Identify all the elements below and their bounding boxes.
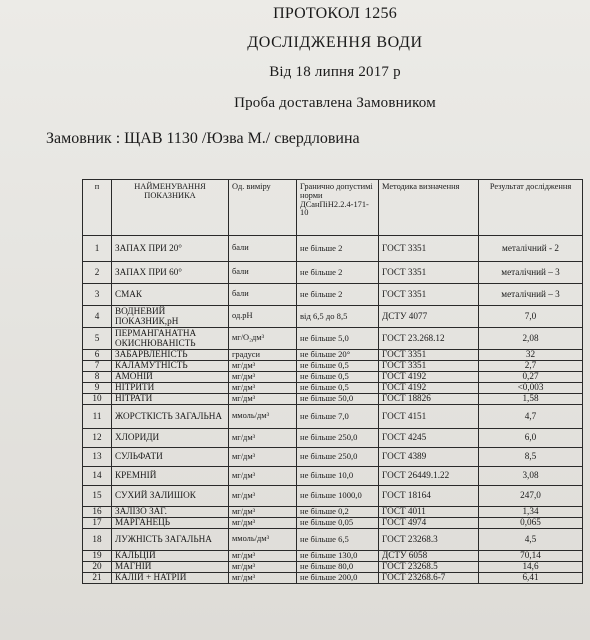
method-cell: ДСТУ 6058 (379, 551, 479, 562)
row-number-cell: 5 (83, 328, 112, 350)
table-row (83, 405, 583, 429)
table-row (83, 284, 583, 306)
row-number-cell: 9 (83, 383, 112, 394)
header-method: Методика визначення (379, 180, 479, 236)
header-result: Результат дослідження (479, 180, 583, 236)
unit-cell: мг/дм³ (229, 507, 297, 518)
norm-cell: від 6,5 до 8,5 (297, 306, 379, 328)
unit-cell: бали (229, 236, 297, 262)
method-cell: ГОСТ 3351 (379, 236, 479, 262)
table-row (83, 518, 583, 529)
indicator-name-cell: ПЕРМАНГАНАТНА ОКИСНЮВАНІСТЬ (112, 328, 229, 350)
row-number-cell: 2 (83, 262, 112, 284)
table-row (83, 236, 583, 262)
unit-cell: мг/дм³ (229, 518, 297, 529)
method-cell: ГОСТ 4192 (379, 383, 479, 394)
unit-cell: мг/О₂дм³ (229, 328, 297, 350)
unit-cell: бали (229, 262, 297, 284)
unit-cell: мг/дм³ (229, 448, 297, 467)
result-cell: <0,003 (479, 383, 583, 394)
protocol-number: ПРОТОКОЛ 1256 (273, 5, 397, 22)
table-row (83, 372, 583, 383)
results-table-container (82, 179, 582, 584)
table-row (83, 429, 583, 448)
method-cell: ГОСТ 23268.3 (379, 529, 479, 551)
norm-cell: не більше 250,0 (297, 448, 379, 467)
method-cell: ГОСТ 4192 (379, 372, 479, 383)
indicator-name-cell: ЖОРСТКІСТЬ ЗАГАЛЬНА (112, 405, 229, 429)
sample-note: Проба доставлена Замовником (234, 95, 436, 111)
row-number-cell: 16 (83, 507, 112, 518)
table-row (83, 467, 583, 486)
unit-cell: ммоль/дм³ (229, 405, 297, 429)
customer-line: Замовник : ЩАВ 1130 /Юзва М./ свердловина (46, 130, 360, 147)
norm-cell: не більше 1000,0 (297, 486, 379, 507)
norm-cell: не більше 50,0 (297, 394, 379, 405)
table-header-row (83, 180, 583, 236)
table-row (83, 573, 583, 584)
header-number: п (83, 180, 112, 236)
row-number-cell: 15 (83, 486, 112, 507)
result-cell: металічний – 3 (479, 262, 583, 284)
indicator-name-cell: ЛУЖНІСТЬ ЗАГАЛЬНА (112, 529, 229, 551)
indicator-name-cell: КАЛАМУТНІСТЬ (112, 361, 229, 372)
norm-cell: не більше 250,0 (297, 429, 379, 448)
indicator-name-cell: КАЛІЙ + НАТРІЙ (112, 573, 229, 584)
row-number-cell: 13 (83, 448, 112, 467)
row-number-cell: 10 (83, 394, 112, 405)
table-row (83, 448, 583, 467)
unit-cell: мг/дм³ (229, 562, 297, 573)
result-cell: 70,14 (479, 551, 583, 562)
method-cell: ГОСТ 4245 (379, 429, 479, 448)
norm-cell: не більше 6,5 (297, 529, 379, 551)
unit-cell: мг/дм³ (229, 429, 297, 448)
table-row (83, 507, 583, 518)
method-cell: ГОСТ 18826 (379, 394, 479, 405)
indicator-name-cell: МАГНІЙ (112, 562, 229, 573)
table-row (83, 350, 583, 361)
method-cell: ГОСТ 4151 (379, 405, 479, 429)
row-number-cell: 17 (83, 518, 112, 529)
indicator-name-cell: СУХИЙ ЗАЛИШОК (112, 486, 229, 507)
table-row (83, 328, 583, 350)
indicator-name-cell: ЗАЛІЗО ЗАГ. (112, 507, 229, 518)
method-cell: ГОСТ 3351 (379, 361, 479, 372)
table-row (83, 361, 583, 372)
indicator-name-cell: ХЛОРИДИ (112, 429, 229, 448)
row-number-cell: 12 (83, 429, 112, 448)
unit-cell: мг/дм³ (229, 486, 297, 507)
method-cell: ГОСТ 3351 (379, 350, 479, 361)
unit-cell: мг/дм³ (229, 394, 297, 405)
results-table (82, 179, 583, 584)
header-unit: Од. виміру (229, 180, 297, 236)
protocol-date: Від 18 липня 2017 р (269, 64, 401, 80)
norm-cell: не більше 0,5 (297, 361, 379, 372)
unit-cell: мг/дм³ (229, 467, 297, 486)
result-cell: 4,5 (479, 529, 583, 551)
unit-cell: мг/дм³ (229, 551, 297, 562)
table-row (83, 306, 583, 328)
norm-cell: не більше 80,0 (297, 562, 379, 573)
norm-cell: не більше 2 (297, 262, 379, 284)
row-number-cell: 14 (83, 467, 112, 486)
unit-cell: мг/дм³ (229, 383, 297, 394)
result-cell: металічний – 3 (479, 284, 583, 306)
result-cell: 0,27 (479, 372, 583, 383)
row-number-cell: 21 (83, 573, 112, 584)
method-cell: ДСТУ 4077 (379, 306, 479, 328)
indicator-name-cell: МАРГАНЕЦЬ (112, 518, 229, 529)
indicator-name-cell: НІТРАТИ (112, 394, 229, 405)
result-cell: металічний - 2 (479, 236, 583, 262)
norm-cell: не більше 0,5 (297, 372, 379, 383)
indicator-name-cell: ЗАПАХ ПРИ 20° (112, 236, 229, 262)
table-row (83, 551, 583, 562)
norm-cell: не більше 20° (297, 350, 379, 361)
norm-cell: не більше 2 (297, 284, 379, 306)
method-cell: ГОСТ 3351 (379, 284, 479, 306)
result-cell: 6,41 (479, 573, 583, 584)
row-number-cell: 4 (83, 306, 112, 328)
norm-cell: не більше 10,0 (297, 467, 379, 486)
document-title: ДОСЛІДЖЕННЯ ВОДИ (247, 34, 423, 51)
indicator-name-cell: СМАК (112, 284, 229, 306)
table-row (83, 562, 583, 573)
norm-cell: не більше 0,05 (297, 518, 379, 529)
header-norm: Гранично допустимі норми ДСанПіН2.2.4-171-10 (297, 180, 379, 236)
row-number-cell: 6 (83, 350, 112, 361)
table-row (83, 529, 583, 551)
row-number-cell: 20 (83, 562, 112, 573)
method-cell: ГОСТ 4389 (379, 448, 479, 467)
row-number-cell: 3 (83, 284, 112, 306)
method-cell: ГОСТ 4974 (379, 518, 479, 529)
norm-cell: не більше 2 (297, 236, 379, 262)
unit-cell: мг/дм³ (229, 573, 297, 584)
unit-cell: бали (229, 284, 297, 306)
norm-cell: не більше 5,0 (297, 328, 379, 350)
norm-cell: не більше 0,5 (297, 383, 379, 394)
result-cell: 32 (479, 350, 583, 361)
indicator-name-cell: ЗАПАХ ПРИ 60° (112, 262, 229, 284)
method-cell: ГОСТ 23268.5 (379, 562, 479, 573)
indicator-name-cell: СУЛЬФАТИ (112, 448, 229, 467)
unit-cell: градуси (229, 350, 297, 361)
table-body (83, 236, 583, 584)
indicator-name-cell: ВОДНЕВИЙ ПОКАЗНИК,pH (112, 306, 229, 328)
result-cell: 247,0 (479, 486, 583, 507)
norm-cell: не більше 200,0 (297, 573, 379, 584)
result-cell: 2,7 (479, 361, 583, 372)
indicator-name-cell: АМОНІЙ (112, 372, 229, 383)
method-cell: ГОСТ 26449.1.22 (379, 467, 479, 486)
norm-cell: не більше 130,0 (297, 551, 379, 562)
table-row (83, 394, 583, 405)
result-cell: 3,08 (479, 467, 583, 486)
result-cell: 1,58 (479, 394, 583, 405)
row-number-cell: 19 (83, 551, 112, 562)
norm-cell: не більше 0,2 (297, 507, 379, 518)
result-cell: 8,5 (479, 448, 583, 467)
header-indicator-name: НАЙМЕНУВАННЯ ПОКАЗНИКА (112, 180, 229, 236)
indicator-name-cell: КАЛЬЦІЙ (112, 551, 229, 562)
method-cell: ГОСТ 3351 (379, 262, 479, 284)
method-cell: ГОСТ 4011 (379, 507, 479, 518)
row-number-cell: 7 (83, 361, 112, 372)
unit-cell: мг/дм³ (229, 372, 297, 383)
row-number-cell: 18 (83, 529, 112, 551)
table-row (83, 383, 583, 394)
indicator-name-cell: НІТРИТИ (112, 383, 229, 394)
row-number-cell: 11 (83, 405, 112, 429)
table-row (83, 262, 583, 284)
indicator-name-cell: КРЕМНІЙ (112, 467, 229, 486)
table-row (83, 486, 583, 507)
method-cell: ГОСТ 23.268.12 (379, 328, 479, 350)
indicator-name-cell: ЗАБАРВЛЕНІСТЬ (112, 350, 229, 361)
result-cell: 2,08 (479, 328, 583, 350)
row-number-cell: 1 (83, 236, 112, 262)
result-cell: 0,065 (479, 518, 583, 529)
method-cell: ГОСТ 23268.6-7 (379, 573, 479, 584)
result-cell: 4,7 (479, 405, 583, 429)
row-number-cell: 8 (83, 372, 112, 383)
result-cell: 14,6 (479, 562, 583, 573)
method-cell: ГОСТ 18164 (379, 486, 479, 507)
result-cell: 6,0 (479, 429, 583, 448)
unit-cell: од.pH (229, 306, 297, 328)
result-cell: 1,34 (479, 507, 583, 518)
result-cell: 7,0 (479, 306, 583, 328)
norm-cell: не більше 7,0 (297, 405, 379, 429)
unit-cell: мг/дм³ (229, 361, 297, 372)
unit-cell: ммоль/дм³ (229, 529, 297, 551)
